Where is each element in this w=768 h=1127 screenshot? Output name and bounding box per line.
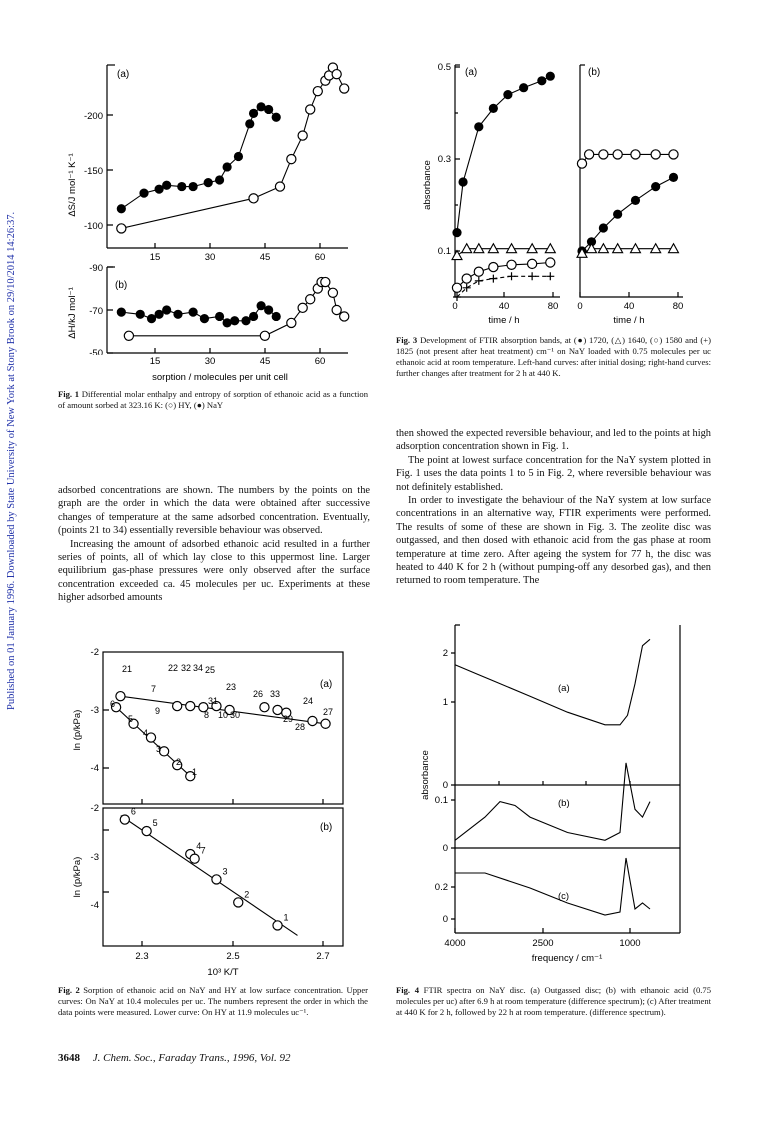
fig2-ytick: -4: [90, 763, 99, 774]
fig3a-point: [528, 272, 536, 280]
fig2a-point-label: 3: [156, 744, 162, 754]
fig2a-point-label: 27: [323, 707, 334, 717]
figure-4: [400, 615, 700, 985]
fig4-xtick: 1000: [619, 938, 641, 949]
fig1-ytick: -50: [89, 348, 103, 355]
fig3a-point: [537, 76, 546, 85]
fig2a-point-label: 26: [253, 689, 264, 699]
journal-citation: J. Chem. Soc., Faraday Trans., 1996, Vol. 92: [92, 1052, 291, 1064]
fig1-xtick: 30: [204, 356, 216, 367]
fig2a-point: [308, 716, 317, 725]
fig2a-point-label: 34: [193, 663, 204, 673]
fig2b-point-label: 6: [130, 806, 136, 817]
fig3a-point: [489, 275, 497, 283]
sidebar-publication-note: [6, 150, 20, 710]
fig1b-point: [298, 303, 307, 312]
fig1b-point: [124, 331, 133, 340]
fig3-xtick: 0: [577, 301, 583, 312]
fig4-xtick: 4000: [444, 938, 466, 949]
fig4-trace-label: (b): [558, 798, 570, 809]
fig3b-point: [613, 210, 622, 219]
fig2b-point: [234, 898, 243, 907]
fig3-caption-lead: Fig. 3: [396, 335, 418, 345]
fig4-ytick: 0: [442, 914, 448, 925]
fig1-panel-b-label: (b): [115, 280, 128, 291]
fig1b-point: [332, 305, 341, 314]
fig3a-point: [474, 122, 483, 131]
fig3a-point: [519, 83, 528, 92]
fig1-xtick: 45: [259, 252, 271, 263]
fig4-xtick: 2500: [532, 938, 554, 949]
fig4-caption-text: FTIR spectra on NaY disc. (a) Outgassed disc; (b) with ethanoic acid (0.75 molecules per uc) after 6.9 h at room temperature (difference spectrum); (c) After treatment at 440 K for 2 h, followed by 22 h at room temperature. (difference spectrum).: [396, 985, 712, 1017]
fig3b-point: [585, 150, 594, 159]
sidebar-text: Published on 01 January 1996. Downloaded by State University of New York at Stony Brook on 29/10/2014 14:26:37.: [6, 211, 17, 710]
fig4-trace-label: (a): [558, 683, 570, 694]
fig3-xtick: 80: [547, 301, 559, 312]
fig4-ytick: 0.1: [434, 795, 448, 806]
fig2a-point-label: 31: [208, 696, 219, 706]
fig3-xtick: 40: [623, 301, 635, 312]
right-paragraph: In order to investigate the behaviour of the NaY system at low surface concentrations in an alternative way, FTIR experiments were performed. The results of some of these are shown in Fig. 3. The zeolite disc was outgassed, and then dosed with ethanoic acid from the gas phase at room temperature at time zero. After ageing the system for 77 h, the disc was heated to 440 K for 2 h (without pumping-off any desorbed gas), and then returned to room temperature. The: [396, 495, 711, 587]
fig3b-point: [613, 150, 622, 159]
left-column-text: [58, 484, 370, 605]
fig2b-point-label: 5: [152, 818, 158, 829]
fig3a-point: [462, 274, 471, 283]
fig1b-point: [189, 308, 198, 317]
fig3a-point: [546, 258, 555, 267]
fig3a-series-line: [457, 76, 550, 232]
fig4-ytick: 0: [442, 780, 448, 791]
fig1-ylabel-b: ΔH/kJ mol⁻¹: [67, 287, 78, 339]
fig2a-point-label: 10: [218, 710, 229, 720]
fig4-ytick: 0: [442, 843, 448, 854]
fig2a-point-label: 32: [181, 663, 192, 673]
fig1b-point: [287, 318, 296, 327]
fig3a-point: [474, 267, 483, 276]
fig2-panel-b-label: (b): [320, 822, 333, 833]
fig3-ylabel: absorbance: [422, 160, 433, 210]
fig2a-point-label: 8: [204, 710, 210, 720]
fig3a-point: [546, 272, 554, 280]
fig4-caption: [396, 985, 711, 1018]
fig1b-point: [173, 310, 182, 319]
fig4-trace-label: (c): [558, 891, 570, 902]
figure-1-xaxis: [50, 355, 370, 385]
fig1-xtick: 15: [149, 356, 161, 367]
fig1b-point: [264, 305, 273, 314]
fig2b-point: [120, 815, 129, 824]
fig1-xtick: 15: [149, 252, 161, 263]
fig4-ytick: 1: [442, 697, 448, 708]
fig1b-point: [249, 312, 258, 321]
fig2-ylabel-b: ln (p/kPa): [72, 856, 83, 898]
fig2a-point-label: 24: [303, 696, 314, 706]
fig2b-point-label: 7: [200, 845, 206, 856]
fig2a-point: [116, 692, 125, 701]
left-paragraph: Increasing the amount of adsorbed ethanoic acid resulted in a further series of points, all of which lay close to this uppermost line. Larger equilibrium gas-phase pressures were only observed after the surface concentration exceeded ca. 45 molecules per uc. Experiments at these higher adsorbed amounts: [58, 538, 370, 604]
fig1-caption: [58, 389, 368, 411]
fig2-caption-text: Sorption of ethanoic acid on NaY and HY at low surface concentration. Upper curves: On NaY at 10.4 molecules per uc. The numbers represent the order in which the data points were measured. Lower curve: On HY at 11.9 molecules uc⁻¹.: [58, 985, 368, 1017]
fig1a-point: [234, 152, 243, 161]
figure-1: [50, 55, 370, 355]
fig1-panel-a-marks: [117, 63, 349, 233]
fig3a-point: [508, 272, 516, 280]
fig2-caption: [58, 985, 368, 1018]
fig3a-point: [452, 283, 461, 292]
fig1-xlabel: sorption / molecules per unit cell: [152, 372, 288, 383]
fig2b-point-label: 1: [283, 912, 289, 923]
fig1a-series-line: [121, 68, 344, 229]
fig1-ytick: -90: [89, 263, 103, 274]
fig3-panel-a-label: (a): [465, 67, 478, 78]
fig3a-point: [507, 260, 516, 269]
fig1a-point: [215, 175, 224, 184]
fig1b-point: [260, 331, 269, 340]
fig1-ytick: -70: [89, 306, 103, 317]
fig2a-point-label: 4: [143, 728, 149, 738]
fig4-ytick: 2: [442, 648, 448, 659]
fig1-panel-b-marks: [117, 277, 349, 340]
fig1a-point: [117, 204, 126, 213]
fig3-ytick: 0.3: [437, 154, 451, 165]
fig1a-point: [340, 84, 349, 93]
fig1-panel-a-label: (a): [117, 69, 130, 80]
fig2b-point: [142, 827, 151, 836]
fig2-ytick: -3: [90, 852, 99, 863]
fig1b-point: [162, 305, 171, 314]
fig1-xtick: 60: [314, 252, 326, 263]
fig3-caption: [396, 335, 711, 379]
fig3-xlabel-b: time / h: [613, 315, 645, 326]
fig2a-point: [260, 703, 269, 712]
fig1b-point: [321, 277, 330, 286]
fig1a-point: [139, 189, 148, 198]
fig3a-point: [503, 90, 512, 99]
fig3-panel-b-marks: [577, 150, 678, 257]
fig2a-point: [321, 719, 330, 728]
fig3b-point: [631, 196, 640, 205]
fig1b-point: [117, 308, 126, 317]
fig3-panel-a-marks: [452, 72, 555, 301]
fig1a-point: [189, 182, 198, 191]
figure-2: [58, 640, 358, 980]
fig1-ylabel-a: ΔS/J mol⁻¹ K⁻¹: [67, 153, 78, 217]
fig1b-point: [340, 312, 349, 321]
fig4-spectrum-2: [455, 858, 650, 915]
fig3-ytick: 0.5: [437, 62, 451, 73]
fig1b-point: [200, 314, 209, 323]
fig3b-point: [577, 159, 586, 168]
fig2a-point-label: 5: [128, 714, 134, 724]
fig1-caption-lead: Fig. 1: [58, 389, 80, 399]
fig3-panel-b-label: (b): [588, 67, 601, 78]
fig1-xtick: 30: [204, 252, 216, 263]
fig1a-point: [249, 109, 258, 118]
fig2-ytick: -3: [90, 705, 99, 716]
fig2-xtick: 2.5: [226, 951, 240, 962]
fig4-traces: [455, 639, 650, 915]
fig4-ytick: 0.2: [434, 882, 448, 893]
fig2-ylabel-a: ln (p/kPa): [72, 709, 83, 751]
fig3b-point: [651, 150, 660, 159]
fig3b-point: [599, 150, 608, 159]
fig2b-point-label: 2: [244, 889, 250, 900]
fig3-xtick: 40: [498, 301, 510, 312]
fig3a-point: [546, 72, 555, 81]
fig2-ytick: -2: [90, 647, 99, 658]
fig2-xtick: 2.7: [316, 951, 330, 962]
fig1a-point: [245, 119, 254, 128]
fig2a-point-label: 21: [122, 664, 133, 674]
fig2a-point-label: 7: [151, 684, 157, 694]
fig1b-point: [230, 316, 239, 325]
fig2a-point-label: 6: [110, 699, 116, 709]
fig2-caption-lead: Fig. 2: [58, 985, 80, 995]
fig2a-point-label: 1: [192, 767, 198, 777]
left-paragraph: adsorbed concentrations are shown. The numbers by the points on the graph are the order in which the data were obtained after successive changes of temperature at the same adsorbed concentration. Eventually, (points 21 to 34) essentially reversible behaviour was observed.: [58, 485, 370, 537]
fig2-panel-a-marks: [110, 663, 333, 781]
fig3b-point: [669, 173, 678, 182]
fig1a-point: [223, 162, 232, 171]
fig2-xlabel: 10³ K/T: [207, 967, 239, 978]
fig3a-point: [489, 263, 498, 272]
fig2a-point-label: 22: [168, 663, 179, 673]
fig1b-point: [306, 295, 315, 304]
fig2a-point: [273, 705, 282, 714]
fig2b-point-label: 4: [196, 841, 202, 852]
fig3b-point: [599, 223, 608, 232]
fig1b-point: [136, 310, 145, 319]
fig1a-point: [298, 131, 307, 140]
fig4-xlabel: frequency / cm⁻¹: [531, 953, 603, 964]
fig1a-point: [275, 182, 284, 191]
fig3a-point: [458, 177, 467, 186]
fig1b-series-line: [129, 282, 344, 336]
page-number: 3648: [58, 1052, 80, 1064]
fig2-panel-b-marks: [120, 807, 297, 936]
fig1a-point: [313, 87, 322, 96]
fig2a-point-label: 9: [155, 706, 161, 716]
fig4-ylabel: absorbance: [420, 750, 431, 800]
fig1a-point: [306, 105, 315, 114]
fig2-panel-a-label: (a): [320, 679, 333, 690]
right-paragraph: then showed the expected reversible behaviour, and led to the points at high adsorption concentration shown in Fig. 1.: [396, 428, 711, 453]
page-footer: [58, 1052, 458, 1064]
fig3b-point: [651, 182, 660, 191]
fig3a-point: [475, 277, 483, 285]
fig3-caption-text: Development of FTIR absorption bands, at (●) 1720, (△) 1640, (○) 1580 and (+) 1825 (not present after heat treatment) cm⁻¹ on NaY loaded with 0.75 molecules per uc ethanoic acid at room temperature. Left-hand curves: after initial dosing; right-hand curves: further changes after treatment for 2 h at 440 K.: [396, 335, 711, 378]
fig1b-point: [215, 312, 224, 321]
fig3a-point: [489, 104, 498, 113]
fig2-ytick: -4: [90, 900, 99, 911]
fig3b-point: [631, 150, 640, 159]
fig3-xtick: 80: [672, 301, 684, 312]
figure-3: [400, 55, 700, 345]
fig2a-point-label: 30: [230, 710, 241, 720]
fig2-xtick: 2.3: [135, 951, 149, 962]
fig2a-point-label: 33: [270, 689, 281, 699]
fig3a-point: [528, 259, 537, 268]
fig1a-point: [162, 181, 171, 190]
fig3-ytick: 0.1: [437, 246, 451, 257]
fig1b-point: [328, 288, 337, 297]
fig3-xtick: 0: [452, 301, 458, 312]
fig1a-point: [332, 70, 341, 79]
right-column-text: [396, 427, 711, 588]
fig2a-point: [186, 701, 195, 710]
fig2b-point-label: 3: [222, 866, 228, 877]
fig4-spectrum-0: [455, 639, 650, 725]
fig1b-point: [272, 312, 281, 321]
fig4-spectrum-1: [455, 763, 650, 840]
fig1a-point: [249, 194, 258, 203]
fig1a-point: [177, 182, 186, 191]
fig2a-point-label: 28: [295, 722, 306, 732]
fig2b-point: [273, 921, 282, 930]
fig1-ytick: -100: [83, 221, 103, 232]
fig2a-point: [173, 701, 182, 710]
fig1-xtick: 60: [314, 356, 326, 367]
fig2a-point-label: 25: [205, 665, 216, 675]
fig1a-point: [272, 113, 281, 122]
fig1a-point: [204, 178, 213, 187]
fig1a-point: [287, 155, 296, 164]
fig2b-point: [212, 875, 221, 884]
fig1-caption-text: Differential molar enthalpy and entropy of sorption of ethanoic acid as a function of amount sorbed at 323.16 K: (○) HY, (●) NaY: [58, 389, 369, 410]
fig3a-point: [452, 228, 461, 237]
fig1-xtick: 45: [259, 356, 271, 367]
fig1-ytick: -200: [83, 111, 103, 122]
fig2a-point-label: 2: [176, 757, 182, 767]
fig4-caption-lead: Fig. 4: [396, 985, 420, 995]
fig3a-point: [452, 251, 462, 260]
fig2b-point: [190, 854, 199, 863]
fig1-ytick: -150: [83, 166, 103, 177]
fig3b-point: [669, 150, 678, 159]
fig2-ytick: -2: [90, 803, 99, 814]
fig2a-point-label: 23: [226, 682, 237, 692]
right-paragraph: The point at lowest surface concentration for the NaY system plotted in Fig. 1 uses the data points 1 to 5 in Fig. 2, where reversible behaviour was not definitely established.: [396, 454, 711, 493]
fig3-xlabel-a: time / h: [488, 315, 520, 326]
fig1a-point: [264, 105, 273, 114]
fig1a-point: [117, 224, 126, 233]
fig2a-point-label: 29: [283, 714, 294, 724]
